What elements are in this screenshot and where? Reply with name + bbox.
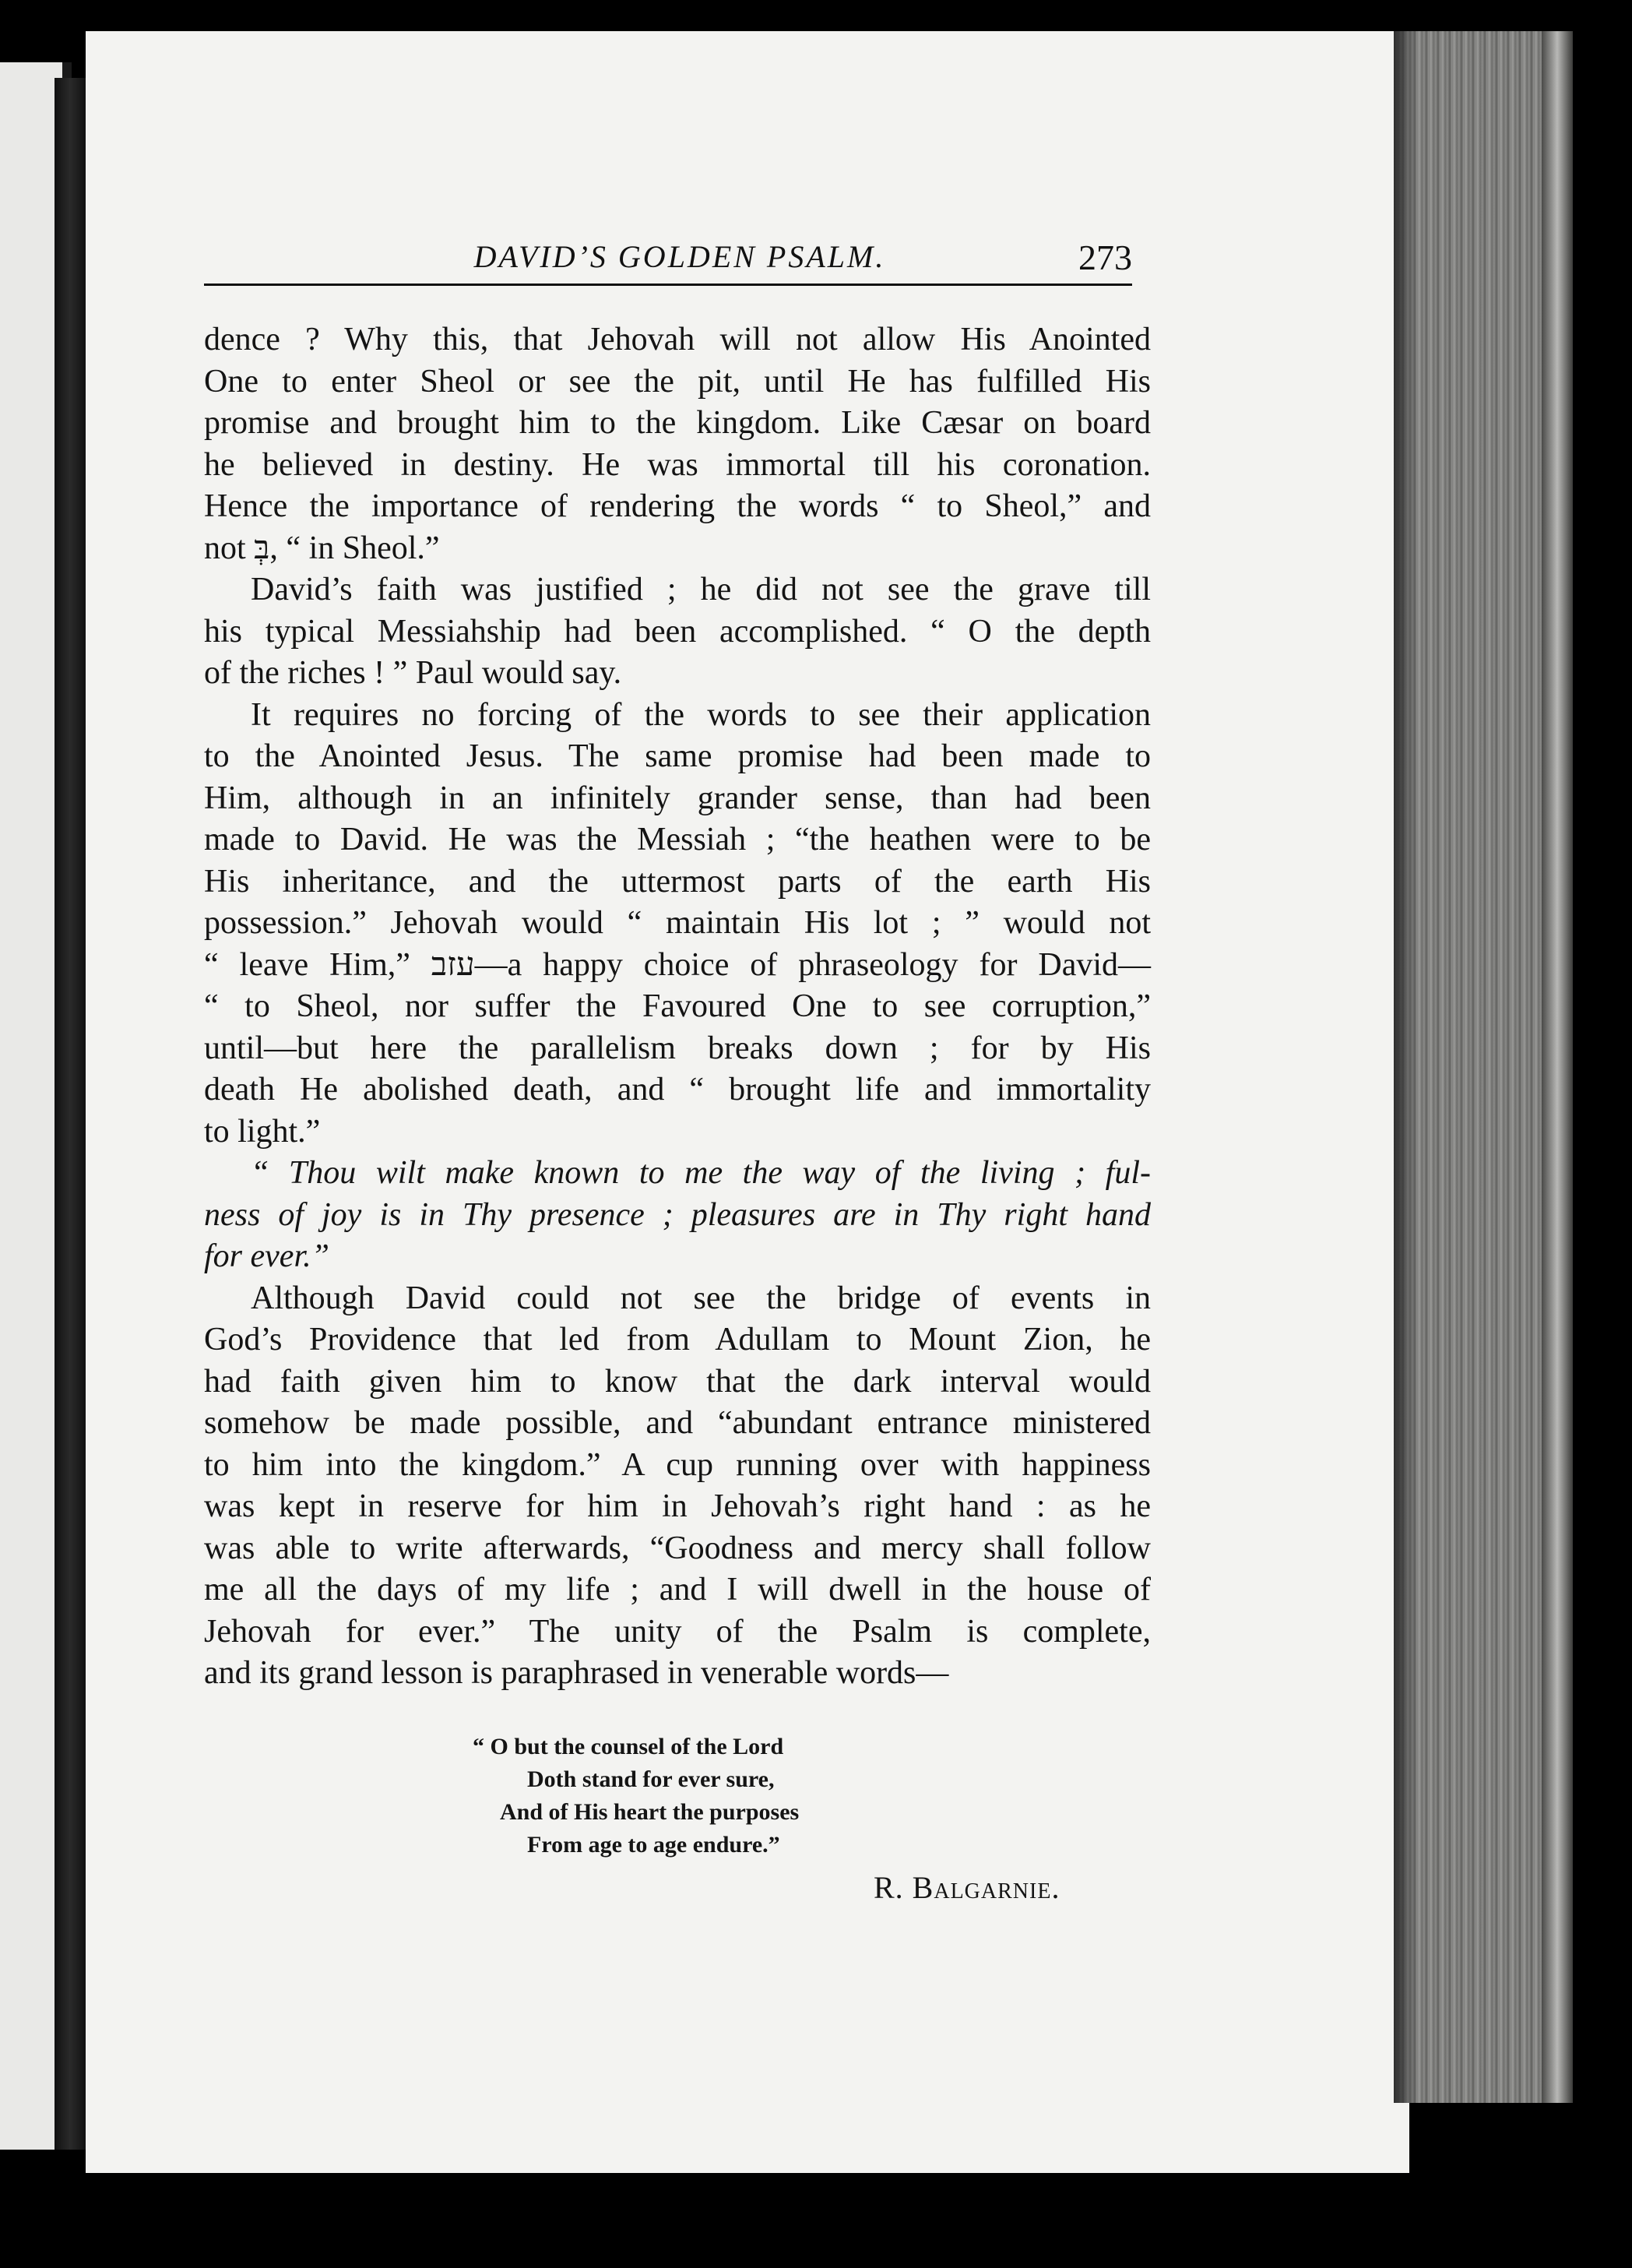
text-line: Jehovah for ever.” The unity of the Psalm is complete,: [204, 1613, 1151, 1650]
quote-line: for ever.”: [204, 1238, 329, 1274]
text-line: His inheritance, and the uttermost parts of the earth His: [204, 863, 1151, 900]
text-line: was able to write afterwards, “Goodness and mercy shall follow: [204, 1530, 1151, 1566]
text-line: made to David. He was the Messiah ; “the heathen were to be: [204, 822, 1151, 858]
poem-line: And of His heart the purposes: [500, 1799, 800, 1825]
text-line: It requires no forcing of the words to see their application: [251, 696, 1151, 733]
text-line: his typical Messiahship had been accomplished. “ O the depth: [204, 613, 1151, 650]
text-line: and its grand lesson is paraphrased in venerable words—: [204, 1655, 949, 1691]
text-line: possession.” Jehovah would “ maintain His lot ; ” would not: [204, 905, 1151, 941]
text-line: to light.”: [204, 1113, 321, 1150]
text-line: God’s Providence that led from Adullam to Mount Zion, he: [204, 1322, 1151, 1358]
poem-line: From age to age endure.”: [527, 1832, 780, 1858]
text-line: Him, although in an infinitely grander sense, than had been: [204, 780, 1151, 816]
text-line: Although David could not see the bridge of events in: [251, 1280, 1151, 1316]
text-line: to him into the kingdom.” A cup running over with happiness: [204, 1446, 1151, 1483]
text-line: “ to Sheol, nor suffer the Favoured One to see corruption,”: [204, 988, 1151, 1024]
text-line: was kept in reserve for him in Jehovah’s right hand : as he: [204, 1488, 1151, 1524]
text-line: to the Anointed Jesus. The same promise had been made to: [204, 738, 1151, 774]
poem-quote: [204, 1731, 1138, 1861]
text-line: he believed in destiny. He was immortal till his coronation.: [204, 446, 1151, 483]
text-line: death He abolished death, and “ brought life and immortality: [204, 1072, 1151, 1108]
text-line: David’s faith was justified ; he did not see the grave till: [251, 572, 1151, 608]
text-line: “ leave Him,” עזב—a happy choice of phraseology for David—: [204, 946, 1152, 983]
quote-line: “ Thou wilt make known to me the way of the living ; ful-: [251, 1155, 1151, 1191]
poem-line: “ O but the counsel of the Lord: [473, 1734, 784, 1759]
text-line: Hence the importance of rendering the words “ to Sheol,” and: [204, 488, 1151, 524]
text-line: of the riches ! ” Paul would say.: [204, 655, 622, 691]
author-signature: R. Balgarnie.: [874, 1870, 1060, 1905]
text-line: not בְּ, “ in Sheol.”: [204, 530, 440, 566]
poem-line: Doth stand for ever sure,: [527, 1766, 775, 1792]
text-line: One to enter Sheol or see the pit, until He has fulfilled His: [204, 363, 1151, 400]
text-line: me all the days of my life ; and I will dwell in the house of: [204, 1572, 1151, 1608]
text-line: dence ? Why this, that Jehovah will not allow His Anointed: [204, 322, 1151, 357]
text-line: promise and brought him to the kingdom. Like Cæsar on board: [204, 405, 1151, 441]
running-head: [204, 237, 1132, 286]
book-gutter: [55, 78, 86, 2150]
text-line: until—but here the parallelism breaks down ; for by His: [204, 1030, 1151, 1066]
quote-line: ness of joy is in Thy presence ; pleasures are in Thy right hand: [204, 1196, 1151, 1233]
text-line: had faith given him to know that the dark interval would: [204, 1363, 1151, 1400]
page-number: 273: [1078, 238, 1132, 277]
body-text: [204, 319, 1151, 1695]
running-head-title: DAVID’S GOLDEN PSALM.: [473, 239, 886, 274]
text-line: somehow be made possible, and “abundant entrance ministered: [204, 1405, 1151, 1441]
